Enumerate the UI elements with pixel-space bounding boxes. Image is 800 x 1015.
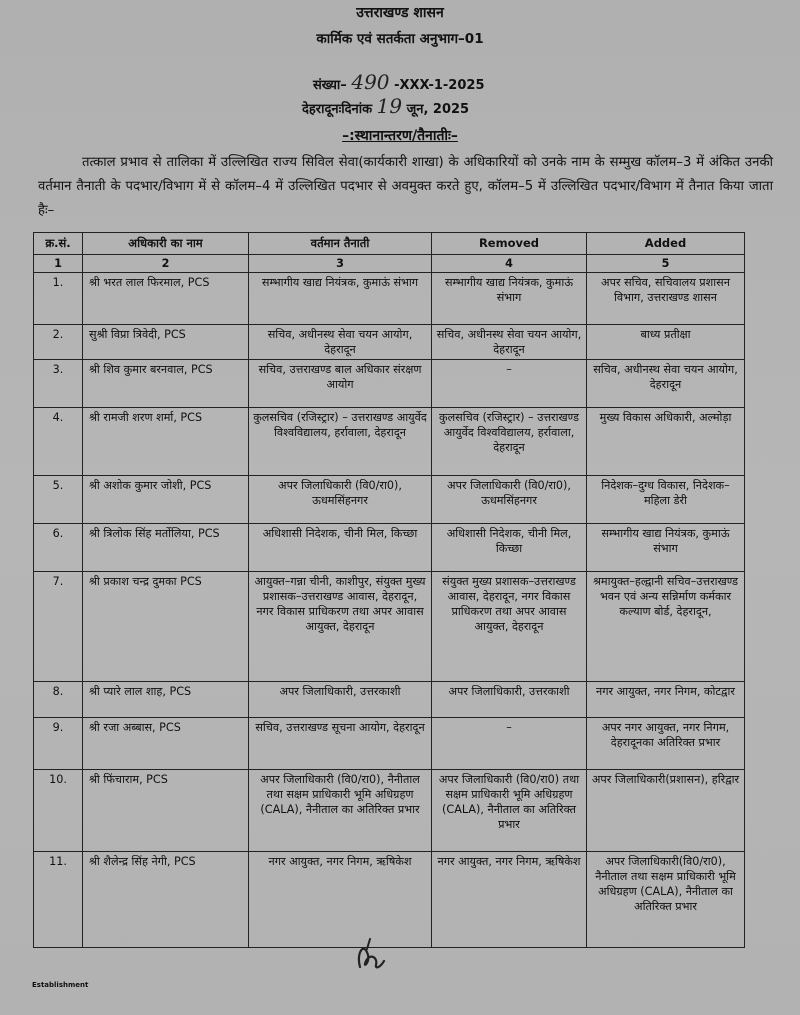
table-row: 5. श्री अशोक कुमार जोशी, PCS अपर जिलाधिकारी (वि0/रा0), ऊधमसिंहनगर अपर जिलाधिकारी (वि0/रा0), ऊधमसिंहनगर निदेशक–दुग्ध विकास, निदेशक–महिला डेरी [34, 476, 745, 524]
government-title: उत्तराखण्ड शासन [356, 5, 444, 21]
subject-heading: –:स्थानान्तरण/तैनातीः– [342, 128, 458, 144]
header-current-posting: वर्तमान तैनाती [249, 233, 432, 255]
handwritten-date: 19 [376, 94, 403, 118]
table-row: 7. श्री प्रकाश चन्द्र दुमका PCS आयुक्त–गन्ना चीनी, काशीपुर, संयुक्त मुख्य प्रशासक–उत्तराखण्ड आवास, देहरादून, नगर विकास प्राधिकरण तथा अपर आवास आयुक्त, देहरादून संयुक्त मुख्य प्रशासक–उत्तराखण्ड आवास, देहरादून, नगर विकास प्राधिकरण तथा अपर आवास आयुक्त, देहरादून श्रमायुक्त–हल्द्वानी सचिव–उत्तराखण्ड भवन एवं अन्य सन्निर्माण कर्मकार कल्याण बोर्ड, देहरादून, [34, 572, 745, 682]
signature-mark [350, 935, 390, 975]
table-row: 2. सुश्री विप्रा त्रिवेदी, PCS सचिव, अधीनस्थ सेवा चयन आयोग, देहरादून सचिव, अधीनस्थ सेवा चयन आयोग, देहरादून बाध्य प्रतीक्षा [34, 325, 745, 360]
transfer-table [33, 232, 745, 948]
header-name: अधिकारी का नाम [83, 233, 249, 255]
header-serial: क्र.सं. [34, 233, 83, 255]
header-removed: Removed [432, 233, 587, 255]
table-row: 9. श्री रजा अब्बास, PCS सचिव, उत्तराखण्ड सूचना आयोग, देहरादून – अपर नगर आयुक्त, नगर निगम, देहरादूनका अतिरिक्त प्रभार [34, 718, 745, 770]
column-number-row: 1 2 3 4 5 [34, 255, 745, 273]
table-row: 8. श्री प्यारे लाल शाह, PCS अपर जिलाधिकारी, उत्तरकाशी अपर जिलाधिकारी, उत्तरकाशी नगर आयुक्त, नगर निगम, कोटद्वार [34, 682, 745, 718]
order-date: देहरादूनःदिनांक 19 जून, 2025 [302, 94, 470, 118]
table-row: 3. श्री शिव कुमार बरनवाल, PCS सचिव, उत्तराखण्ड बाल अधिकार संरक्षण आयोग – सचिव, अधीनस्थ सेवा चयन आयोग, देहरादून [34, 360, 745, 408]
table-row: 4. श्री रामजी शरण शर्मा, PCS कुलसचिव (रजिस्ट्रार) – उत्तराखण्ड आयुर्वेद विश्वविद्यालय, हर्रावाला, देहरादून कुलसचिव (रजिस्ट्रार) – उत्तराखण्ड आयुर्वेद विश्वविद्यालय, हर्रावाला, देहरादून मुख्य विकास अधिकारी, अल्मोड़ा [34, 408, 745, 476]
table-row: 11. श्री शैलेन्द्र सिंह नेगी, PCS नगर आयुक्त, नगर निगम, ऋषिकेश नगर आयुक्त, नगर निगम, ऋषिकेश अपर जिलाधिकारी(वि0/रा0), नैनीताल तथा सक्षम प्राधिकारी भूमि अधिग्रहण (CALA), नैनीताल का अतिरिक्त प्रभार [34, 852, 745, 948]
department-title: कार्मिक एवं सतर्कता अनुभाग–01 [316, 31, 484, 47]
handwritten-number: 490 [351, 70, 390, 94]
footer-label: Establishment [32, 981, 89, 989]
order-number: संख्या– 490 -XXX-1-2025 [313, 70, 485, 94]
table-row: 6. श्री त्रिलोक सिंह मर्तोलिया, PCS अधिशासी निदेशक, चीनी मिल, किच्छा अधिशासी निदेशक, चीनी मिल, किच्छा सम्भागीय खाद्य नियंत्रक, कुमाऊं संभाग [34, 524, 745, 572]
order-paragraph: तत्काल प्रभाव से तालिका में उल्लिखित राज्य सिविल सेवा(कार्यकारी शाखा) के अधिकारियों को उनके नाम के सम्मुख कॉलम–3 में अंकित उनकी वर्तमान तैनाती के पदभार/विभाग में से कॉलम–4 में उल्लिखित पदभार से अवमुक्त करते हुए, कॉलम–5 में उल्लिखित पदभार/विभाग में तैनात किया जाता हैः– [38, 155, 773, 218]
table-header-row [34, 233, 745, 255]
header-added: Added [587, 233, 745, 255]
table-row: 10. श्री फिंचाराम, PCS अपर जिलाधिकारी (वि0/रा0), नैनीताल तथा सक्षम प्राधिकारी भूमि अधिग्रहण (CALA), नैनीताल का अतिरिक्त प्रभार अपर जिलाधिकारी (वि0/रा0) तथा सक्षम प्राधिकारी भूमि अधिग्रहण (CALA), नैनीताल का अतिरिक्त प्रभार अपर जिलाधिकारी(प्रशासन), हरिद्वार [34, 770, 745, 852]
table-row: 1. श्री भरत लाल फिरमाल, PCS सम्भागीय खाद्य नियंत्रक, कुमाऊं संभाग सम्भागीय खाद्य नियंत्रक, कुमाऊं संभाग अपर सचिव, सचिवालय प्रशासन विभाग, उत्तराखण्ड शासन [34, 273, 745, 325]
